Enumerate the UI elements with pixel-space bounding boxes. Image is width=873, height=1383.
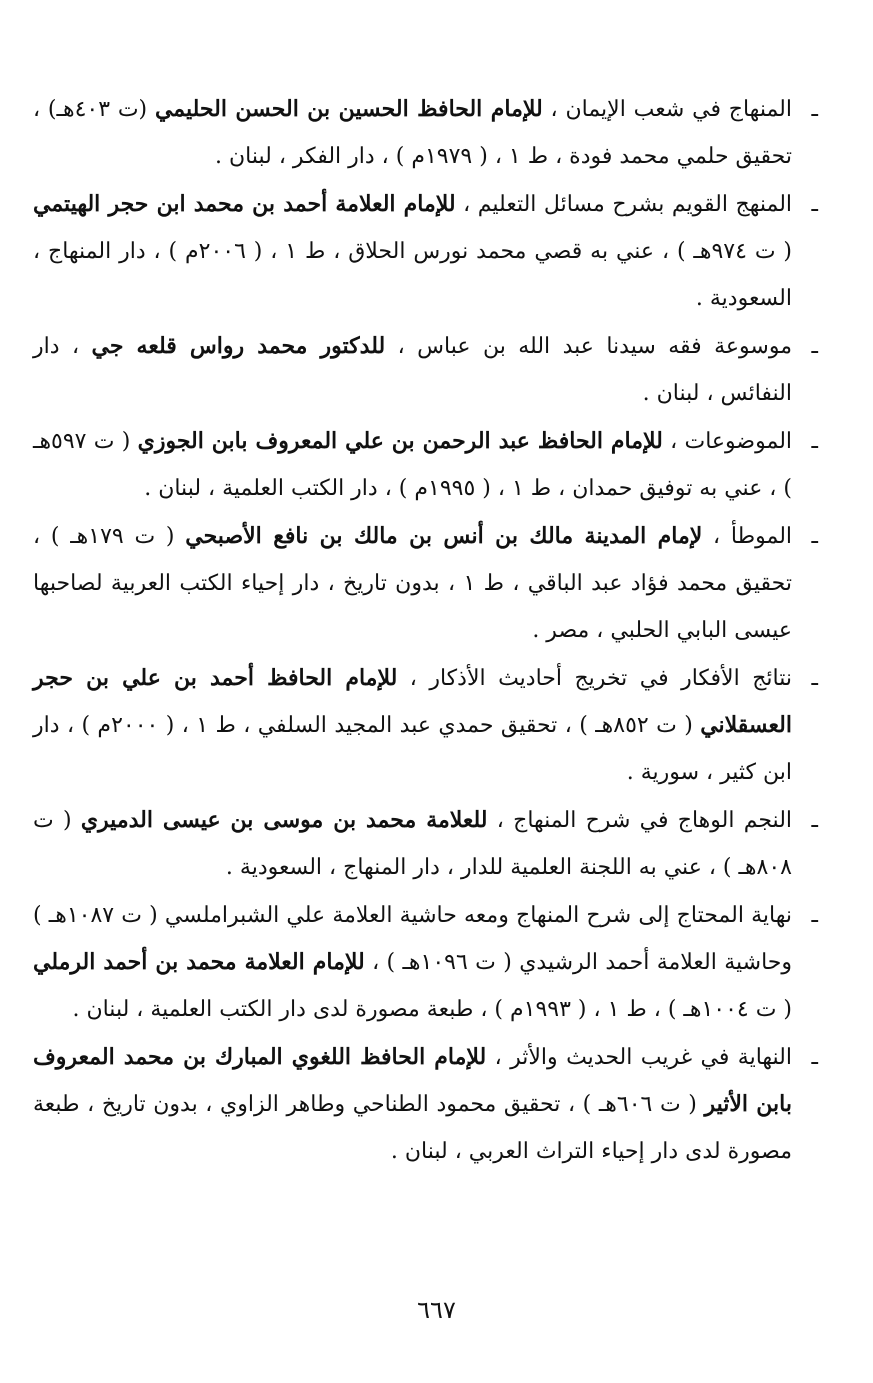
entry-title: النجم الوهاج في شرح المنهاج ، [487, 808, 793, 833]
entry-details: ( ت ٨٠٨هـ ) ، عني به اللجنة العلمية للدار ، دار المنهاج ، السعودية . [33, 808, 792, 880]
entry-title: المنهج القويم بشرح مسائل التعليم ، [455, 192, 793, 217]
entry-author: للإمام الحافظ عبد الرحمن بن علي المعروف بابن الجوزي [137, 428, 663, 454]
entry-author: للدكتور محمد رواس قلعه جي [91, 333, 386, 359]
entry-details: (ت ٤٠٣هـ) ، تحقيق حلمي محمد فودة ، ط ١ ، ( ١٩٧٩م ) ، دار الفكر ، لبنان . [33, 97, 792, 169]
entry-author: للإمام العلامة محمد بن أحمد الرملي [33, 949, 365, 975]
entry-title: نتائج الأفكار في تخريج أحاديث الأذكار ، [397, 666, 792, 691]
bibliography-entry [33, 513, 818, 654]
entry-title: نهاية المحتاج إلى شرح المنهاج ومعه حاشية العلامة علي الشبراملسي ( ت ١٠٨٧هـ ) وحاشية العلامة أحمد الرشيدي ( ت ١٠٩٦هـ ) ، [33, 903, 793, 975]
entry-dash: ـ [811, 429, 818, 454]
entry-details: ( ت ١٠٠٤هـ ) ، ط ١ ، ( ١٩٩٣م ) ، طبعة مصورة لدى دار الكتب العلمية ، لبنان . [72, 997, 792, 1022]
bibliography-entry [33, 655, 818, 796]
bibliography-entry [33, 181, 818, 322]
bibliography-entry [33, 1034, 818, 1175]
entry-author: للإمام الحافظ اللغوي المبارك بن محمد المعروف بابن الأثير [33, 1044, 792, 1117]
entry-details: ( ت ١٧٩هـ ) ، تحقيق محمد فؤاد عبد الباقي ، ط ١ ، بدون تاريخ ، دار إحياء الكتب العربية لصاحبها عيسى البابي الحلبي ، مصر . [33, 524, 792, 643]
entry-dash: ـ [811, 808, 818, 833]
entry-title: الموضوعات ، [662, 429, 793, 454]
entry-dash: ـ [811, 97, 818, 122]
entry-title: النهاية في غريب الحديث والأثر ، [486, 1045, 792, 1070]
entry-author: للعلامة محمد بن موسى بن عيسى الدميري [80, 807, 488, 833]
entry-author: للإمام الحافظ أحمد بن علي بن حجر العسقلاني [33, 665, 792, 738]
entry-author: للإمام العلامة أحمد بن محمد ابن حجر الهيتمي [33, 191, 456, 217]
entry-dash: ـ [811, 666, 818, 691]
bibliography-entry [33, 892, 818, 1033]
entry-author: للإمام الحافظ الحسين بن الحسن الحليمي [154, 96, 543, 122]
entry-dash: ـ [811, 334, 818, 359]
entry-dash: ـ [811, 524, 818, 549]
entry-dash: ـ [811, 192, 818, 217]
page-number: ٦٦٧ [417, 1296, 456, 1324]
bibliography-entry [33, 797, 818, 891]
entry-title: المنهاج في شعب الإيمان ، [542, 97, 792, 122]
entry-title: موسوعة فقه سيدنا عبد الله بن عباس ، [385, 334, 792, 359]
bibliography-entry [33, 86, 818, 180]
entry-details: ( ت ٦٠٦هـ ) ، تحقيق محمود الطناحي وطاهر الزاوي ، بدون تاريخ ، طبعة مصورة لدى دار إحياء التراث العربي ، لبنان . [33, 1092, 792, 1164]
entry-dash: ـ [811, 903, 818, 928]
entry-details: ( ت ٨٥٢هـ ) ، تحقيق حمدي عبد المجيد السلفي ، ط ١ ، ( ٢٠٠٠م ) ، دار ابن كثير ، سورية . [33, 713, 792, 785]
bibliography-entry [33, 323, 818, 417]
entry-details: ( ت ٩٧٤هـ ) ، عني به قصي محمد نورس الحلاق ، ط ١ ، ( ٢٠٠٦م ) ، دار المنهاج ، السعودية . [33, 239, 792, 311]
entry-title: الموطأ ، [702, 524, 793, 549]
bibliography-entry [33, 418, 818, 512]
entry-dash: ـ [811, 1045, 818, 1070]
entry-details: ( ت ٥٩٧هـ ) ، عني به توفيق حمدان ، ط ١ ، ( ١٩٩٥م ) ، دار الكتب العلمية ، لبنان . [33, 429, 792, 501]
bibliography-list [33, 86, 818, 1176]
entry-author: لإمام المدينة مالك بن أنس بن مالك بن نافع الأصبحي [185, 523, 703, 549]
entry-details: ، دار النفائس ، لبنان . [33, 334, 792, 406]
